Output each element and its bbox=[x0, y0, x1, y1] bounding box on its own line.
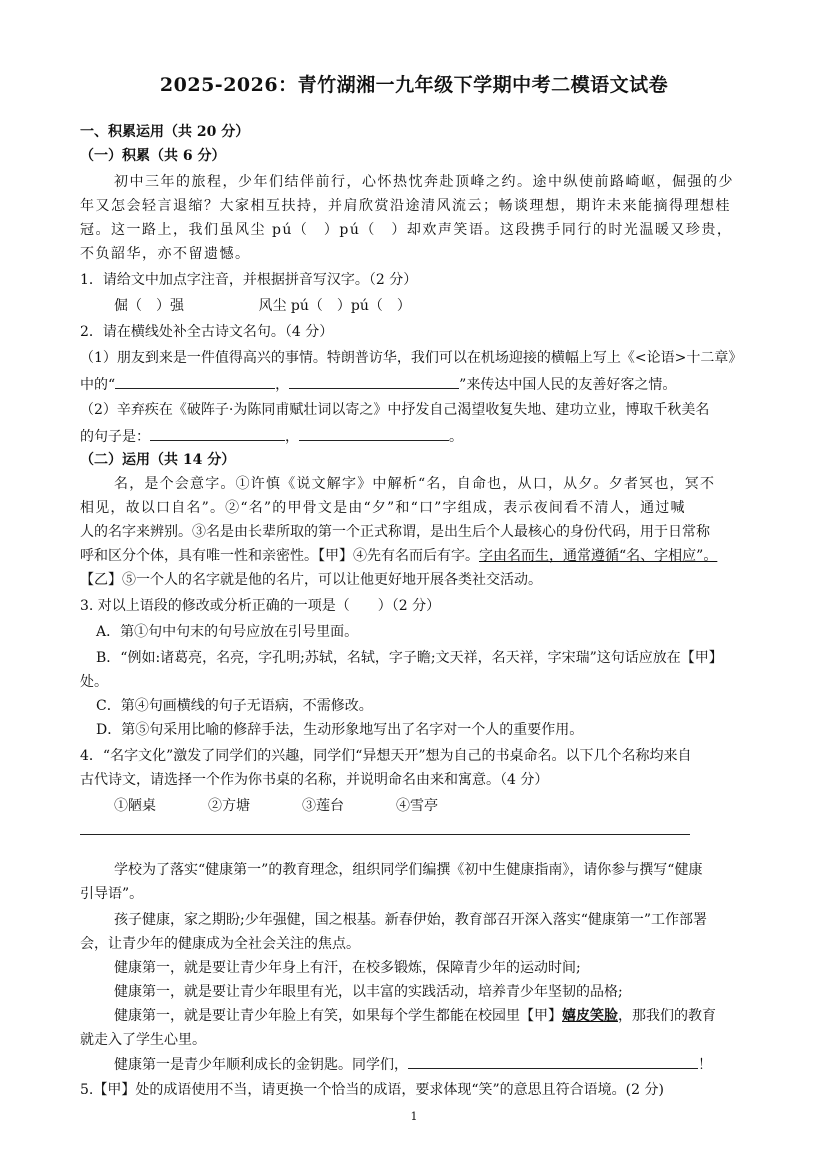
page-number: 1 bbox=[410, 1110, 418, 1123]
passage-line: 孩子健康，家之期盼;少年强健，国之根基。新春伊始，教育部召开深入落实“健康第一”工作部署 bbox=[114, 912, 708, 928]
answer-blank[interactable] bbox=[408, 1054, 698, 1069]
question-4: 古代诗文，请选择一个作为你书桌的名称，并说明命名由来和寓意。（4 分） bbox=[80, 772, 549, 788]
marked-idiom: 嬉皮笑脸 bbox=[562, 1008, 618, 1024]
q4-options bbox=[114, 796, 490, 816]
part-heading: （二）运用（共 14 分） bbox=[80, 452, 236, 468]
question-5: 5.【甲】处的成语使用不当，请更换一个恰当的成语，要求体现“笑”的意思且符合语境。(2 分) bbox=[80, 1082, 664, 1098]
passage-line: 会，让青少年的健康成为全社会关注的焦点。 bbox=[80, 936, 360, 952]
passage-line: 名，是个会意字。①许慎《说文解字》中解析“名，自命也，从口，从夕。夕者冥也，冥不 bbox=[114, 476, 716, 492]
answer-blank[interactable] bbox=[299, 426, 449, 441]
q2-1-fill: 中的“ ， ”来传达中国人民的友善好客之情。 bbox=[80, 374, 676, 395]
passage-line: 年又怎会轻言退缩？大家相互扶持，并肩欣赏沿途清风流云；畅谈理想，期许未来能摘得理想桂 bbox=[80, 198, 731, 214]
passage-line: 学校为了落实“健康第一”的教育理念，组织同学们编撰《初中生健康指南》，请你参与撰写“健康 bbox=[114, 862, 703, 878]
q1-item: 风尘 pú（ ）pú（ ） bbox=[258, 298, 411, 314]
question-3: 3. 对以上语段的修改或分析正确的一项是（ ）（2 分） bbox=[80, 598, 441, 614]
passage-line: 健康第一，就是要让青少年脸上有笑，如果每个学生都能在校园里【甲】嬉皮笑脸，那我们的教育 bbox=[114, 1008, 716, 1024]
q1-item: 倔（ ）强 bbox=[114, 298, 184, 314]
passage-line: 呼和区分个体，具有唯一性和亲密性。【甲】④先有名而后有字。字由名而生，通常遵循“名、字相应”。 bbox=[80, 548, 718, 564]
section-heading: 一、积累运用（共 20 分） bbox=[80, 124, 250, 140]
passage-line: 【乙】⑤一个人的名字就是他的名片，可以让他更好地开展各类社交活动。 bbox=[80, 572, 542, 588]
passage-line: 引导语”。 bbox=[80, 886, 144, 902]
q4-option: ①陋桌 bbox=[114, 798, 156, 814]
question-4: 4．“名字文化”激发了同学们的兴趣，同学们“异想天开”想为自己的书桌命名。以下几个名称均来自 bbox=[80, 748, 692, 764]
q4-option: ②方塘 bbox=[208, 798, 250, 814]
passage-line: 人的名字来辨别。③名是由长辈所取的第一个正式称谓，是出生后个人最核心的身份代码，用于日常称 bbox=[80, 524, 710, 540]
passage-line: 就走入了学生心里。 bbox=[80, 1032, 206, 1048]
q3-option: B．“例如:诸葛亮，名亮，字孔明;苏轼，名轼，字子瞻;文天祥，名天祥，字宋瑞”这句话应放在【甲】 bbox=[96, 650, 723, 666]
underlined-sentence: 字由名而生，通常遵循“名、字相应”。 bbox=[479, 548, 718, 564]
q4-option: ④雪亭 bbox=[396, 798, 438, 814]
q3-option: D．第⑤句采用比喻的修辞手法，生动形象地写出了名字对一个人的重要作用。 bbox=[96, 722, 584, 738]
passage-line: 冠。这一路上，我们虽风尘 pú（ ）pú（ ）却欢声笑语。这段携手同行的时光温暖又珍贵， bbox=[80, 222, 733, 238]
passage-line: 健康第一，就是要让青少年眼里有光，以丰富的实践活动，培养青少年坚韧的品格; bbox=[114, 984, 623, 1000]
part-heading: （一）积累（共 6 分） bbox=[80, 148, 226, 164]
q2-1-line: （1）朋友到来是一件值得高兴的事情。特朗普访华，我们可以在机场迎接的横幅上写上《<论语>十二章》 bbox=[80, 350, 743, 366]
question-1: 1．请给文中加点字注音，并根据拼音写汉字。（2 分） bbox=[80, 272, 418, 288]
q3-option: C．第④句画横线的句子无语病，不需修改。 bbox=[96, 698, 373, 714]
passage-line: 健康第一是青少年顺利成长的金钥匙。同学们， ！ bbox=[114, 1054, 712, 1075]
answer-line[interactable] bbox=[80, 834, 690, 835]
answer-blank[interactable] bbox=[115, 374, 275, 389]
passage-line: 相见，故以口自名”。②“名”的甲骨文是由“夕”和“口”字组成，表示夜间看不清人，通过喊 bbox=[80, 500, 686, 516]
q1-items bbox=[114, 296, 411, 316]
q2-2-fill: 的句子是： ， 。 bbox=[80, 426, 463, 447]
page-title: 2025-2026：青竹湖湘一九年级下学期中考二模语文试卷 bbox=[159, 74, 669, 96]
q4-option: ③莲台 bbox=[302, 798, 344, 814]
q3-option: 处。 bbox=[80, 674, 108, 690]
q3-option: A．第①句中句末的句号应放在引号里面。 bbox=[96, 624, 359, 640]
answer-blank[interactable] bbox=[289, 374, 459, 389]
passage-line: 初中三年的旅程，少年们结伴前行，心怀热忱奔赴顶峰之约。途中纵使前路崎岖，倔强的少 bbox=[114, 174, 734, 190]
question-2: 2．请在横线处补全古诗文名句。（4 分） bbox=[80, 324, 334, 340]
passage-line: 健康第一，就是要让青少年身上有汗，在校多锻炼，保障青少年的运动时间; bbox=[114, 960, 581, 976]
answer-blank[interactable] bbox=[150, 426, 285, 441]
passage-line: 不负韶华，亦不留遗憾。 bbox=[80, 246, 251, 262]
q2-2-line: （2）辛弃疾在《破阵子·为陈同甫赋壮词以寄之》中抒发自己渴望收复失地、建功立业，博取千秋美名 bbox=[80, 402, 710, 418]
